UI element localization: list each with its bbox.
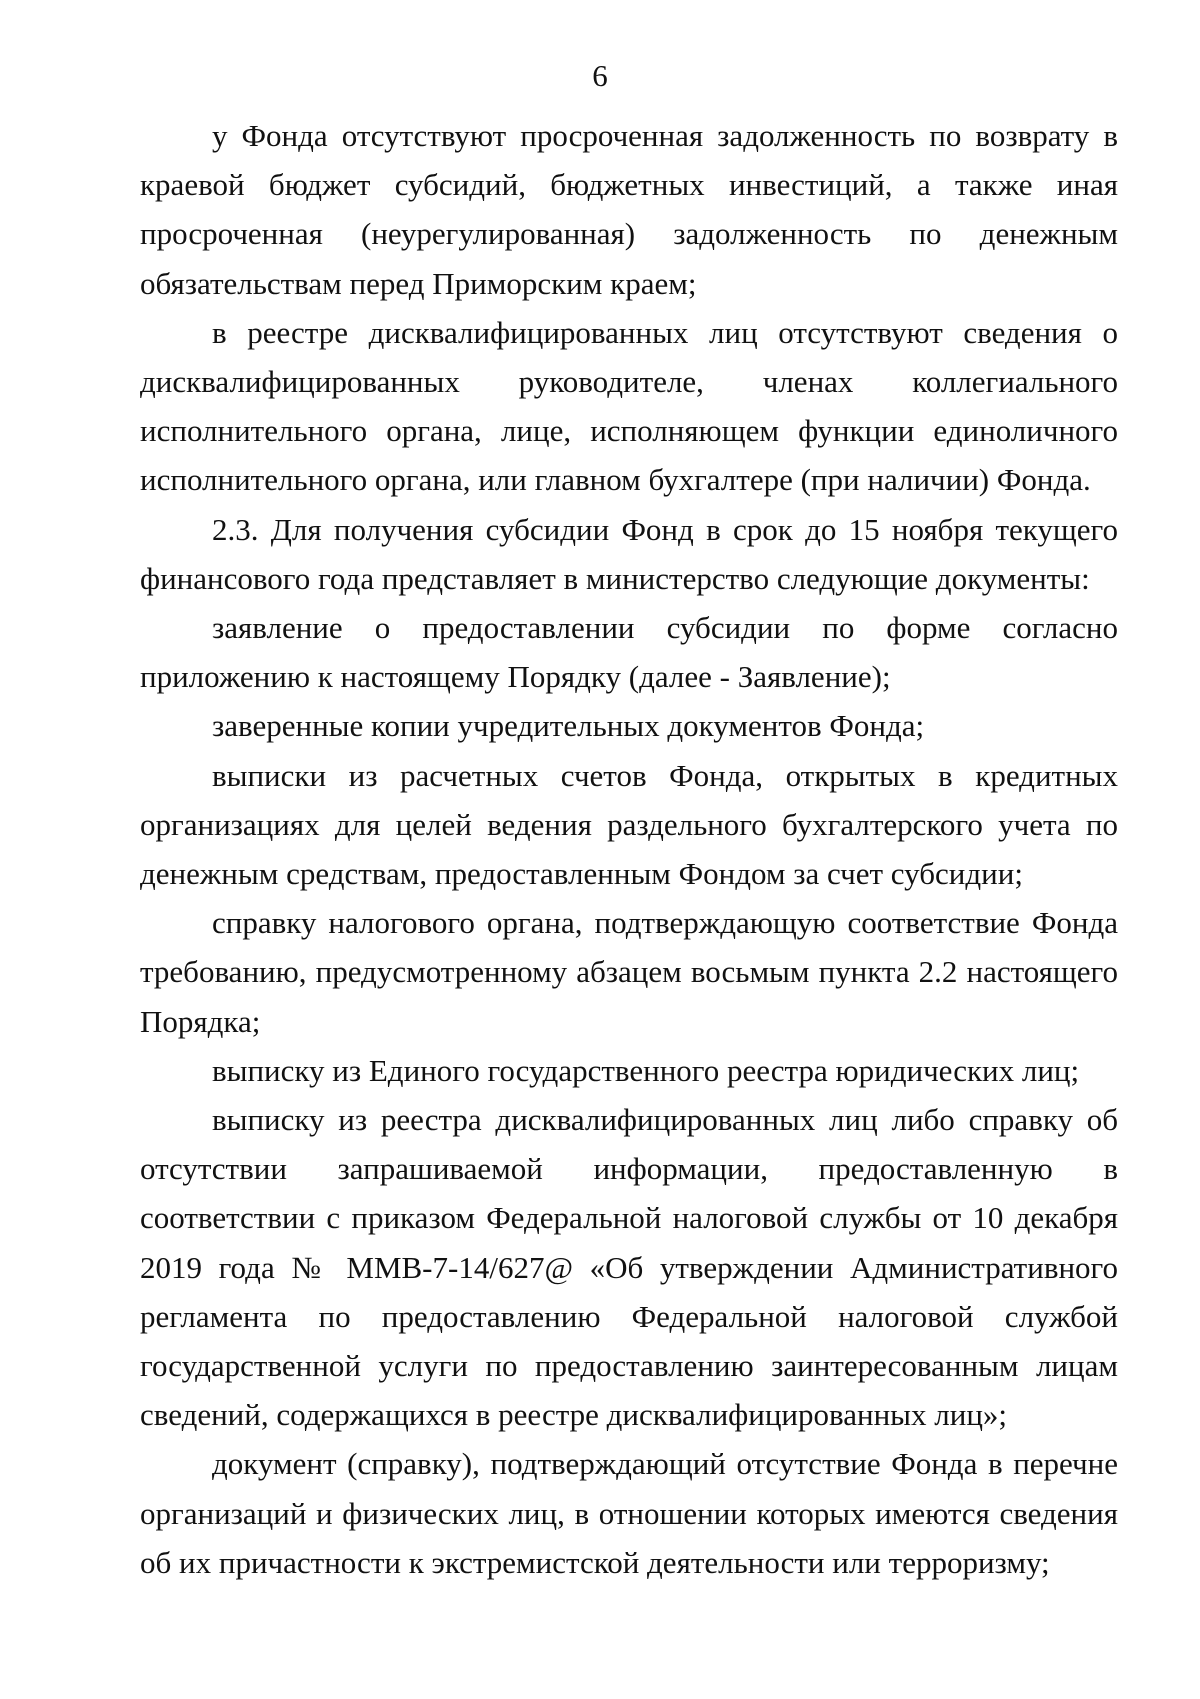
paragraph: документ (справку), подтверждающий отсутствие Фонда в перечне организаций и физических лиц, в отношении которых имеются сведения об их причастности к экстремистской деятельности или терроризму; (140, 1446, 1118, 1580)
paragraph: выписки из расчетных счетов Фонда, открытых в кредитных организациях для целей ведения раздельного бухгалтерского учета по денежным средствам, предоставленным Фондом за счет субсидии; (140, 757, 1118, 892)
paragraph: 2.3. Для получения субсидии Фонд в срок до 15 ноября текущего финансового года представляет в министерство следующие документы: (140, 511, 1118, 596)
paragraph: выписку из реестра дисквалифицированных лиц либо справку об отсутствии запрашиваемой информации, предоставленную в соответствии с приказом Федеральной налоговой службы от 10 декабря 2019 года № ММВ-7-14/627@ «Об утверждении Административного регламента по предоставлению Федеральной налоговой службой государственной услуги по предоставлению заинтересованным лицам сведений, содержащихся в реестре дисквалифицированных лиц»; (140, 1102, 1118, 1433)
paragraph: выписку из Единого государственного реестра юридических лиц; (212, 1052, 1080, 1088)
paragraph: в реестре дисквалифицированных лиц отсутствуют сведения о дисквалифицированных руководителе, членах коллегиального исполнительного органа, лице, исполняющем функции единоличного исполнительного органа, или главном бухгалтере (при наличии) Фонда. (140, 314, 1118, 498)
paragraph: заверенные копии учредительных документов Фонда; (212, 708, 925, 744)
paragraph: у Фонда отсутствуют просроченная задолженность по возврату в краевой бюджет субсидий, бюджетных инвестиций, а также иная просроченная (неурегулированная) задолженность по денежным обязательствам перед Приморским краем; (140, 118, 1118, 301)
document-body (140, 111, 1118, 1587)
page-number: 6 (592, 58, 608, 93)
paragraph: заявление о предоставлении субсидии по форме согласно приложению к настоящему Порядку (далее - Заявление); (140, 610, 1118, 695)
paragraph: справку налогового органа, подтверждающую соответствие Фонда требованию, предусмотренному абзацем восьмым пункта 2.2 настоящего Порядка; (140, 905, 1118, 1039)
